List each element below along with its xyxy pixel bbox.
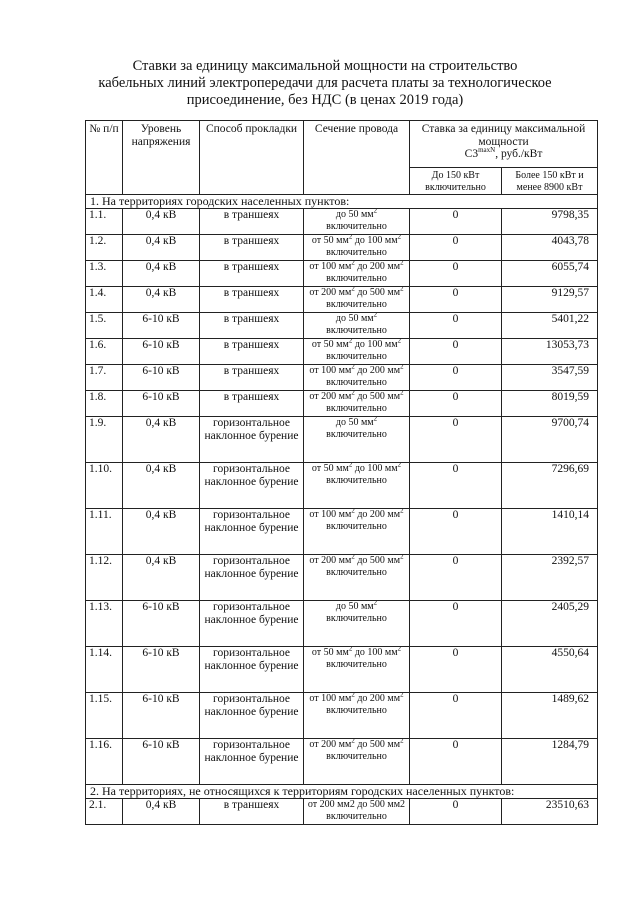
section-part-2: до 500 мм xyxy=(354,287,401,298)
section-part-2: включительно xyxy=(326,429,387,440)
section-part-2: до 200 мм xyxy=(354,509,401,520)
row-num: 1.7. xyxy=(86,365,123,391)
title-line-3: присоединение, без НДС (в ценах 2019 года) xyxy=(186,92,464,108)
section-row xyxy=(86,195,598,209)
section-part-1: от 50 мм xyxy=(311,339,349,350)
section-sup-1: 2 xyxy=(351,260,355,267)
row-rate-a: 0 xyxy=(410,313,502,339)
section-sup-1: 2 xyxy=(351,508,355,515)
section-part-1: до 50 мм xyxy=(335,417,374,428)
section-sup-2: 2 xyxy=(397,646,402,653)
section-sup-2: 2 xyxy=(400,390,404,397)
section-sup-1: 2 xyxy=(348,338,353,345)
header-rate xyxy=(410,121,598,168)
row-rate-b: 9700,74 xyxy=(502,417,598,463)
section-part-1: до 50 мм xyxy=(335,313,374,324)
row-rate-a: 0 xyxy=(410,555,502,601)
header-rate-symbol: C3 xyxy=(464,148,479,160)
section-sup-2: 2 xyxy=(400,554,404,561)
row-section xyxy=(304,391,410,417)
section-title: 1. На территориях городских населенных пунктов: xyxy=(86,195,598,209)
row-voltage: 6-10 кВ xyxy=(123,339,200,365)
section-sup-1: 2 xyxy=(351,364,355,371)
section-part-3: включительно xyxy=(326,475,387,486)
table-row xyxy=(86,601,598,647)
header-num: № п/п xyxy=(86,121,123,195)
table-row xyxy=(86,235,598,261)
section-part-2: до 100 мм xyxy=(352,339,398,350)
row-section xyxy=(304,739,410,785)
section-part-3: включительно xyxy=(326,751,387,762)
row-rate-a: 0 xyxy=(410,693,502,739)
row-section xyxy=(304,509,410,555)
row-voltage: 0,4 кВ xyxy=(123,261,200,287)
section-part-2: до 200 мм xyxy=(354,365,401,376)
section-part-2: включительно xyxy=(326,325,387,336)
section-part-3: включительно xyxy=(326,247,387,258)
row-section xyxy=(304,463,410,509)
section-part-3: включительно xyxy=(326,273,387,284)
section-part-3: включительно xyxy=(326,521,387,532)
section-part-2: до 100 мм xyxy=(352,235,398,246)
section-sup-2: 2 xyxy=(400,738,404,745)
section-sup-1: 2 xyxy=(348,646,353,653)
row-method: в траншеях xyxy=(200,287,304,313)
row-rate-a: 0 xyxy=(410,391,502,417)
row-rate-b: 5401,22 xyxy=(502,313,598,339)
section-sup-2: 2 xyxy=(400,286,404,293)
table-row xyxy=(86,391,598,417)
row-num: 1.3. xyxy=(86,261,123,287)
row-num: 2.1. xyxy=(86,799,123,825)
table-row xyxy=(86,739,598,785)
section-part-2: до 100 мм xyxy=(352,463,398,474)
row-rate-a: 0 xyxy=(410,601,502,647)
section-part-1: до 50 мм xyxy=(335,209,374,220)
section-part-1: от 200 мм xyxy=(309,391,352,402)
header-rate-sup: maxN xyxy=(478,146,496,155)
section-part-3: включительно xyxy=(326,351,387,362)
table-row xyxy=(86,365,598,391)
row-rate-b: 7296,69 xyxy=(502,463,598,509)
row-rate-b: 1410,14 xyxy=(502,509,598,555)
section-part-2: до 200 мм xyxy=(354,693,401,704)
row-method: горизонтальное наклонное бурение xyxy=(200,739,304,785)
table-row xyxy=(86,209,598,235)
row-section xyxy=(304,417,410,463)
section-part-3: включительно xyxy=(326,659,387,670)
row-section xyxy=(304,313,410,339)
section-part-3: включительно xyxy=(326,377,387,388)
row-voltage: 0,4 кВ xyxy=(123,235,200,261)
row-rate-a: 0 xyxy=(410,339,502,365)
section-part-2: включительно xyxy=(326,613,387,624)
section-part-1: от 50 мм xyxy=(311,647,349,658)
table-row xyxy=(86,799,598,825)
row-num: 1.9. xyxy=(86,417,123,463)
row-rate-a: 0 xyxy=(410,463,502,509)
header-col-b: Более 150 кВт и менее 8900 кВт xyxy=(502,168,598,195)
row-num: 1.6. xyxy=(86,339,123,365)
section-part-1: до 50 мм xyxy=(335,601,374,612)
row-num: 1.4. xyxy=(86,287,123,313)
row-rate-b: 4550,64 xyxy=(502,647,598,693)
table-row xyxy=(86,463,598,509)
row-num: 1.2. xyxy=(86,235,123,261)
row-num: 1.15. xyxy=(86,693,123,739)
section-row xyxy=(86,785,598,799)
row-num: 1.10. xyxy=(86,463,123,509)
section-sup-1: 2 xyxy=(351,692,355,699)
row-method: горизонтальное наклонное бурение xyxy=(200,693,304,739)
row-method: в траншеях xyxy=(200,339,304,365)
row-rate-b: 6055,74 xyxy=(502,261,598,287)
row-voltage: 0,4 кВ xyxy=(123,509,200,555)
row-section xyxy=(304,339,410,365)
row-num: 1.13. xyxy=(86,601,123,647)
row-method: в траншеях xyxy=(200,391,304,417)
row-method: в траншеях xyxy=(200,209,304,235)
section-part-1: от 200 мм2 до 500 мм2 включительно xyxy=(307,799,406,822)
table-row xyxy=(86,261,598,287)
row-rate-b: 9798,35 xyxy=(502,209,598,235)
table-row xyxy=(86,287,598,313)
row-section xyxy=(304,235,410,261)
row-rate-a: 0 xyxy=(410,799,502,825)
header-voltage: Уровень напряжения xyxy=(123,121,200,195)
row-rate-b: 23510,63 xyxy=(502,799,598,825)
row-rate-a: 0 xyxy=(410,647,502,693)
header-rate-label: Ставка за единицу максимальной мощности xyxy=(421,123,586,148)
header-method: Способ прокладки xyxy=(200,121,304,195)
row-rate-b: 2405,29 xyxy=(502,601,598,647)
row-section xyxy=(304,647,410,693)
section-sup-1: 2 xyxy=(351,390,355,397)
row-voltage: 0,4 кВ xyxy=(123,463,200,509)
section-sup-2: 2 xyxy=(400,364,404,371)
row-rate-a: 0 xyxy=(410,417,502,463)
section-sup-2: 2 xyxy=(397,338,402,345)
row-rate-b: 9129,57 xyxy=(502,287,598,313)
row-section xyxy=(304,365,410,391)
section-title: 2. На территориях, не относящихся к территориям городских населенных пунктов: xyxy=(86,785,598,799)
section-part-1: от 200 мм xyxy=(309,739,352,750)
table-header-row xyxy=(86,121,598,168)
row-num: 1.12. xyxy=(86,555,123,601)
section-part-2: до 100 мм xyxy=(352,647,398,658)
row-num: 1.16. xyxy=(86,739,123,785)
table-row xyxy=(86,339,598,365)
row-num: 1.8. xyxy=(86,391,123,417)
section-part-1: от 50 мм xyxy=(311,463,349,474)
row-voltage: 6-10 кВ xyxy=(123,647,200,693)
row-voltage: 6-10 кВ xyxy=(123,739,200,785)
row-rate-b: 1489,62 xyxy=(502,693,598,739)
row-method: горизонтальное наклонное бурение xyxy=(200,509,304,555)
row-num: 1.14. xyxy=(86,647,123,693)
section-part-1: от 100 мм xyxy=(309,509,352,520)
row-rate-a: 0 xyxy=(410,261,502,287)
table-row xyxy=(86,509,598,555)
section-sup-1: 2 xyxy=(373,312,378,319)
section-part-1: от 100 мм xyxy=(309,365,352,376)
table-row xyxy=(86,647,598,693)
row-voltage: 0,4 кВ xyxy=(123,555,200,601)
row-voltage: 6-10 кВ xyxy=(123,313,200,339)
row-num: 1.1. xyxy=(86,209,123,235)
row-method: в траншеях xyxy=(200,261,304,287)
row-method: горизонтальное наклонное бурение xyxy=(200,555,304,601)
row-rate-b: 8019,59 xyxy=(502,391,598,417)
header-rate-unit: , руб./кВт xyxy=(495,148,543,160)
section-part-3: включительно xyxy=(326,567,387,578)
section-sup-1: 2 xyxy=(348,234,353,241)
row-rate-a: 0 xyxy=(410,235,502,261)
row-voltage: 6-10 кВ xyxy=(123,693,200,739)
row-method: в траншеях xyxy=(200,365,304,391)
section-sup-1: 2 xyxy=(373,416,378,423)
row-num: 1.5. xyxy=(86,313,123,339)
row-section xyxy=(304,209,410,235)
row-rate-a: 0 xyxy=(410,509,502,555)
section-part-1: от 200 мм xyxy=(309,287,352,298)
section-sup-1: 2 xyxy=(348,462,353,469)
row-voltage: 6-10 кВ xyxy=(123,365,200,391)
row-section xyxy=(304,601,410,647)
rates-table xyxy=(85,120,598,825)
section-part-1: от 200 мм xyxy=(309,555,352,566)
section-part-3: включительно xyxy=(326,705,387,716)
header-col-a: До 150 кВт включительно xyxy=(410,168,502,195)
section-part-2: до 500 мм xyxy=(354,391,401,402)
title-line-1: Ставки за единицу максимальной мощности на строительство xyxy=(132,58,518,74)
section-sup-1: 2 xyxy=(373,208,378,215)
title-line-2: кабельных линий электропередачи для расчета платы за технологическое xyxy=(98,75,552,91)
section-part-1: от 100 мм xyxy=(309,693,352,704)
row-voltage: 0,4 кВ xyxy=(123,287,200,313)
section-part-3: включительно xyxy=(326,403,387,414)
row-method: горизонтальное наклонное бурение xyxy=(200,647,304,693)
row-rate-b: 13053,73 xyxy=(502,339,598,365)
row-method: в траншеях xyxy=(200,799,304,825)
section-part-1: от 50 мм xyxy=(311,235,349,246)
row-section xyxy=(304,693,410,739)
row-rate-a: 0 xyxy=(410,739,502,785)
section-sup-1: 2 xyxy=(351,286,355,293)
row-rate-a: 0 xyxy=(410,365,502,391)
section-sup-2: 2 xyxy=(400,260,404,267)
table-row xyxy=(86,693,598,739)
row-rate-b: 4043,78 xyxy=(502,235,598,261)
section-sup-1: 2 xyxy=(351,554,355,561)
row-voltage: 6-10 кВ xyxy=(123,391,200,417)
section-part-2: включительно xyxy=(326,221,387,232)
row-method: в траншеях xyxy=(200,313,304,339)
row-rate-b: 2392,57 xyxy=(502,555,598,601)
section-part-3: включительно xyxy=(326,299,387,310)
row-rate-a: 0 xyxy=(410,209,502,235)
section-part-2: до 200 мм xyxy=(354,261,401,272)
table-row xyxy=(86,555,598,601)
row-method: горизонтальное наклонное бурение xyxy=(200,417,304,463)
row-voltage: 6-10 кВ xyxy=(123,601,200,647)
row-method: горизонтальное наклонное бурение xyxy=(200,601,304,647)
table-row xyxy=(86,417,598,463)
row-rate-b: 3547,59 xyxy=(502,365,598,391)
row-section xyxy=(304,799,410,825)
section-sup-2: 2 xyxy=(397,234,402,241)
header-section: Сечение провода xyxy=(304,121,410,195)
row-voltage: 0,4 кВ xyxy=(123,799,200,825)
row-method: в траншеях xyxy=(200,235,304,261)
section-sup-1: 2 xyxy=(351,738,355,745)
section-part-2: до 500 мм xyxy=(354,555,401,566)
row-rate-a: 0 xyxy=(410,287,502,313)
row-voltage: 0,4 кВ xyxy=(123,417,200,463)
document-title xyxy=(60,58,590,109)
row-num: 1.11. xyxy=(86,509,123,555)
row-section xyxy=(304,287,410,313)
section-sup-2: 2 xyxy=(400,692,404,699)
table-row xyxy=(86,313,598,339)
section-part-1: от 100 мм xyxy=(309,261,352,272)
row-section xyxy=(304,555,410,601)
row-rate-b: 1284,79 xyxy=(502,739,598,785)
row-voltage: 0,4 кВ xyxy=(123,209,200,235)
row-section xyxy=(304,261,410,287)
section-sup-1: 2 xyxy=(373,600,378,607)
section-part-2: до 500 мм xyxy=(354,739,401,750)
row-method: горизонтальное наклонное бурение xyxy=(200,463,304,509)
section-sup-2: 2 xyxy=(397,462,402,469)
section-sup-2: 2 xyxy=(400,508,404,515)
